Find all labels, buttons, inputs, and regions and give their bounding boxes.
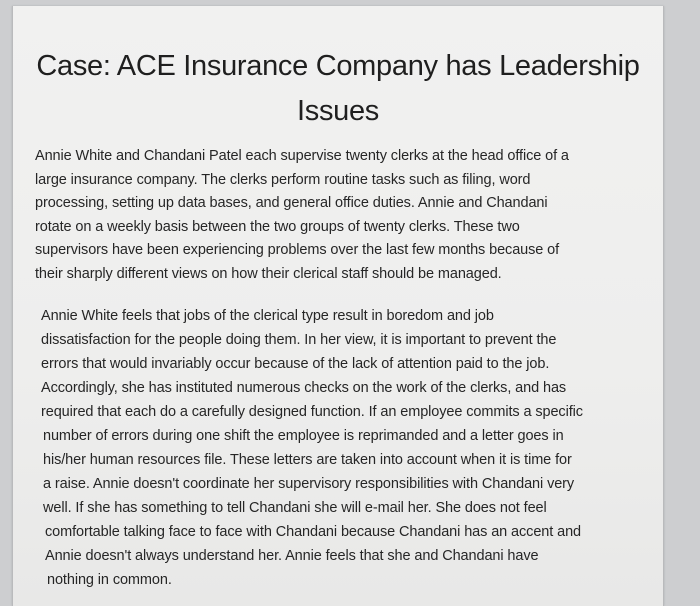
text-line: Annie White feels that jobs of the clerical type result in boredom and job — [41, 308, 494, 324]
text-line: nothing in common. — [47, 572, 172, 588]
text-line: supervisors have been experiencing problems over the last few months because of — [35, 242, 560, 259]
text-line: their sharply different views on how their clerical staff should be managed. — [35, 265, 502, 282]
paragraph-1 — [35, 145, 569, 287]
text-line: required that each do a carefully designed function. If an employee commits a specific — [41, 404, 583, 420]
text-line: large insurance company. The clerks perform routine tasks such as filing, word — [35, 171, 531, 188]
text-line: well. If she has something to tell Chandani she will e-mail her. She does not feel — [43, 500, 547, 516]
paragraph-2 — [41, 304, 583, 592]
text-line: a raise. Annie doesn't coordinate her supervisory responsibilities with Chandani very — [43, 476, 575, 492]
text-line: number of errors during one shift the employee is reprimanded and a letter goes in — [43, 428, 564, 444]
document-page — [12, 6, 664, 606]
text-line: Accordingly, she has instituted numerous checks on the work of the clerks, and has — [41, 380, 567, 396]
text-line: Annie White and Chandani Patel each supervise twenty clerks at the head office of a — [35, 148, 569, 164]
page-title — [13, 44, 663, 134]
text-line: comfortable talking face to face with Chandani because Chandani has an accent and — [45, 524, 582, 540]
title-line: Case: ACE Insurance Company has Leadership — [36, 50, 640, 82]
text-line: errors that would invariably occur because of the lack of attention paid to the job. — [41, 356, 550, 372]
text-line: dissatisfaction for the people doing them. In her view, it is important to prevent the — [41, 332, 557, 348]
text-line: his/her human resources file. These letters are taken into account when it is time for — [43, 452, 572, 468]
title-line: Issues — [296, 95, 379, 127]
text-line: Annie doesn't always understand her. Annie feels that she and Chandani have — [45, 548, 539, 564]
text-line: processing, setting up data bases, and general office duties. Annie and Chandani — [35, 195, 548, 212]
text-line: rotate on a weekly basis between the two groups of twenty clerks. These two — [35, 218, 520, 235]
